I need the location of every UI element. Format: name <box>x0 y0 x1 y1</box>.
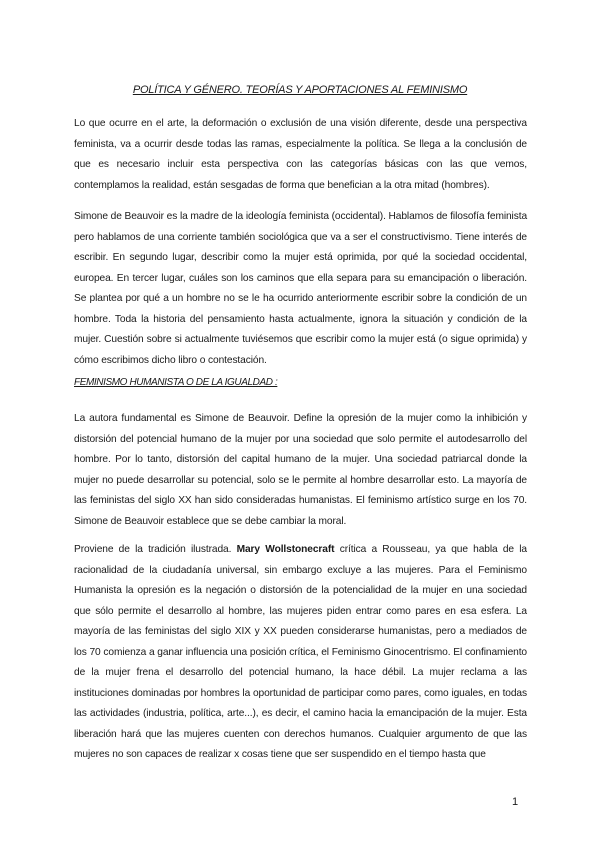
paragraph-4-rest: crítica a Rousseau, ya que habla de la racionalidad de la ciudadanía universal, sin embargo excluye a las mujeres. Para el Feminismo Humanista la opresión es la negación o distorsión de la potencialidad de la mujer en una sociedad que sólo permite el desarrollo al hombre, las mujeres piden entrar como pares en esa esfera. La mayoría de las feministas del siglo XIX y XX pueden considerarse humanistas, pero a mediados de los 70 comienza a ganar influencia una posición crítica, el Feminismo Ginocentrismo. El confinamiento de la mujer frena el desarrollo del potencial humano, la hace débil. La mujer reclama a las instituciones dominadas por hombres la oportunidad de participar como pares, como iguales, en todas las actividades (industria, política, arte...), es decir, el camino hacia la emancipación de la mujer. Esta liberación hará que las mujeres cuenten con derechos humanos. Cualquier argumento de que las mujeres no son capaces de realizar x cosas tiene que ser suspendido en el tiempo hasta que <box>74 544 527 760</box>
paragraph-2: Simone de Beauvoir es la madre de la ideología feminista (occidental). Hablamos de filosofía feminista pero hablamos de una corriente también sociológica que va a ser el constructivismo. Tiene interés de escribir. En segundo lugar, describir como la mujer está oprimida, por qué la sociedad occidental, europea. En tercer lugar, cuáles son los caminos que ella separa para su emancipación o liberación. Se plantea por qué a un hombre no se le ha ocurrido anteriormente escribir sobre la condición de un hombre. Toda la historia del pensamiento hasta actualmente, ignora la situación y condición de la mujer. Cuestión sobre si actualmente tuviésemos que escribir como la mujer está (o sigue oprimida) y cómo escribimos dicho libro o contestación. <box>74 211 528 366</box>
paragraph-4 <box>74 540 527 766</box>
paragraph-1: Lo que ocurre en el arte, la deformación o exclusión de una visión diferente, desde una perspectiva feminista, va a ocurrir desde todas las ramas, especialmente la política. Se llega a la conclusión de que es necesario incluir esta perspectiva con las categorías básicas con las que vemos, contemplamos la realidad, están sesgadas de forma que benefician a la otra mitad (hombres). <box>74 118 527 191</box>
document-title: POLÍTICA Y GÉNERO. TEORÍAS Y APORTACIONES AL FEMINISMO <box>132 84 468 96</box>
paragraph-4-start: Proviene de la tradición ilustrada. <box>74 544 237 555</box>
section-heading: FEMINISMO HUMANISTA O DE LA IGUALDAD : <box>74 377 278 388</box>
paragraph-3: La autora fundamental es Simone de Beauvoir. Define la opresión de la mujer como la inhibición y distorsión del potencial humano de la mujer por una sociedad que solo permite el autodesarrollo del hombre. Por lo tanto, distorsión del capital humano de la mujer. Una sociedad patriarcal donde la mujer no puede desarrollar su potencial, solo se le permite al hombre desarrollar esto. La mayoría de las feministas del siglo XX han sido consideradas humanistas. El feminismo artístico surge en los 70. Simone de Beauvoir establece que se debe cambiar la moral. <box>74 413 527 527</box>
author-name-bold: Mary Wollstonecraft <box>236 544 335 555</box>
page-number: 1 <box>512 796 519 808</box>
